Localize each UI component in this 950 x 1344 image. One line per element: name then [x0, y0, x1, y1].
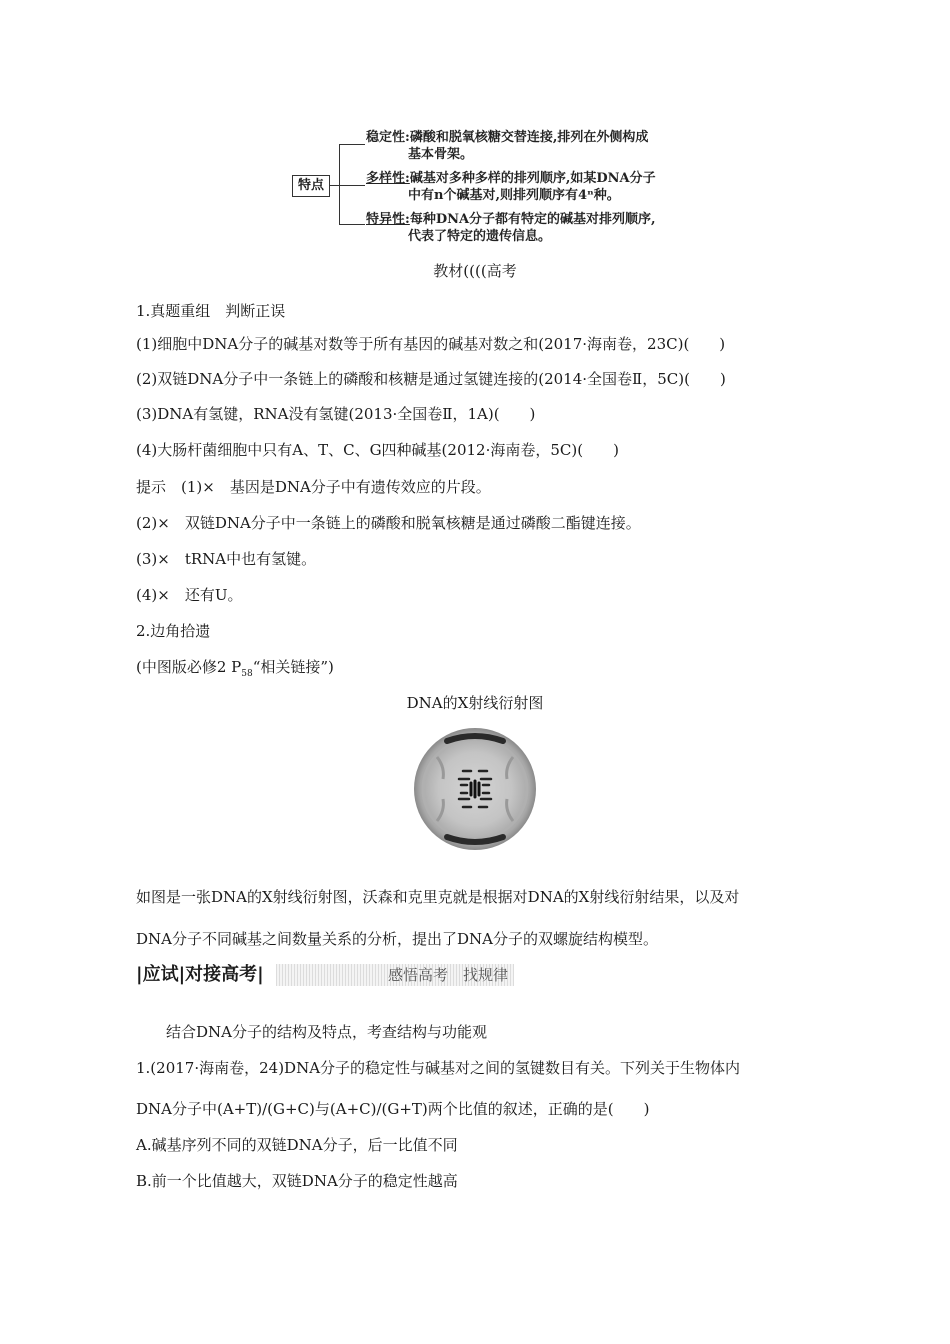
diagram-item-diversity-cont: 中有n个碱基对,则排列顺序有4ⁿ种。	[408, 188, 620, 203]
q2-title: 2.边角拾遗	[136, 622, 211, 640]
diagram-root-box: 特点	[292, 175, 330, 197]
option-b: B.前一个比值越大，双链DNA分子的稳定性越高	[136, 1172, 458, 1190]
diagram-item-specificity: 特异性:每种DNA分子都有特定的碱基对排列顺序,	[366, 212, 656, 227]
q2-source: (中图版必修2 $P_{58}“$相关链接”)	[136, 658, 334, 679]
section-header	[136, 961, 516, 989]
q1-item-1: (1)细胞中DNA分子的碱基对数等于所有基因的碱基对数之和(2017·海南卷，23C)( )	[136, 335, 726, 353]
diagram-bracket-vertical	[339, 144, 340, 224]
q1-title: 1.真题重组 判断正误	[136, 302, 286, 320]
diagram-item-specificity-cont: 代表了特定的遗传信息。	[408, 229, 552, 244]
q1-item-3: (3)DNA有氢键，RNA没有氢键(2013·全国卷Ⅱ，1A)( )	[136, 405, 536, 423]
q1-item-2: (2)双链DNA分子中一条链上的磷酸和核糖是通过氢键连接的(2014·全国卷Ⅱ，5C)( )	[136, 370, 726, 388]
q1-item-4: (4)大肠杆菌细胞中只有A、T、C、G四种碱基(2012·海南卷，5C)( )	[136, 441, 619, 459]
diagram-item-stability: 稳定性:磷酸和脱氧核糖交替连接,排列在外侧构成	[366, 130, 649, 145]
hint-4: (4)× 还有U。	[136, 586, 243, 604]
hint-1: 提示 (1)× 基因是DNA分子中有遗传效应的片段。	[136, 478, 491, 496]
exam-question-line-2: DNA分子中(A+T)/(G+C)与(A+C)/(G+T)两个比值的叙述，正确的是( )	[136, 1100, 650, 1118]
diagram-item-stability-cont: 基本骨架。	[408, 147, 474, 162]
exam-question-line-1: 1.(2017·海南卷，24)DNA分子的稳定性与碱基对之间的氢键数目有关。下列关于生物体内	[136, 1059, 741, 1077]
hint-2: (2)× 双链DNA分子中一条链上的磷酸和脱氧核糖是通过磷酸二酯键连接。	[136, 514, 641, 532]
diagram-bracket-top	[339, 144, 365, 145]
option-a: A.碱基序列不同的双链DNA分子，后一比值不同	[136, 1136, 458, 1154]
hint-3: (3)× tRNA中也有氢键。	[136, 550, 317, 568]
section-title: |应试|对接高考|	[136, 964, 264, 985]
paragraph-line-2: DNA分子不同碱基之间数量关系的分析，提出了DNA分子的双螺旋结构模型。	[136, 930, 658, 948]
xray-diffraction-image	[413, 727, 537, 851]
paragraph-line-1: 如图是一张DNA的X射线衍射图，沃森和克里克就是根据对DNA的X射线衍射结果，以及对	[136, 888, 740, 906]
diagram-item-diversity: 多样性:碱基对多种多样的排列顺序,如某DNA分子	[366, 171, 656, 186]
textbook-heading: 教材((((高考	[433, 262, 517, 280]
diagram-bracket-bottom	[339, 224, 365, 225]
diagram-bracket-mid	[339, 185, 365, 186]
topic-line: 结合DNA分子的结构及特点，考查结构与功能观	[166, 1023, 487, 1041]
section-subtitle: 感悟高考 找规律	[387, 966, 508, 984]
diagram-connector	[329, 185, 339, 186]
figure-caption: DNA的X射线衍射图	[406, 694, 544, 712]
